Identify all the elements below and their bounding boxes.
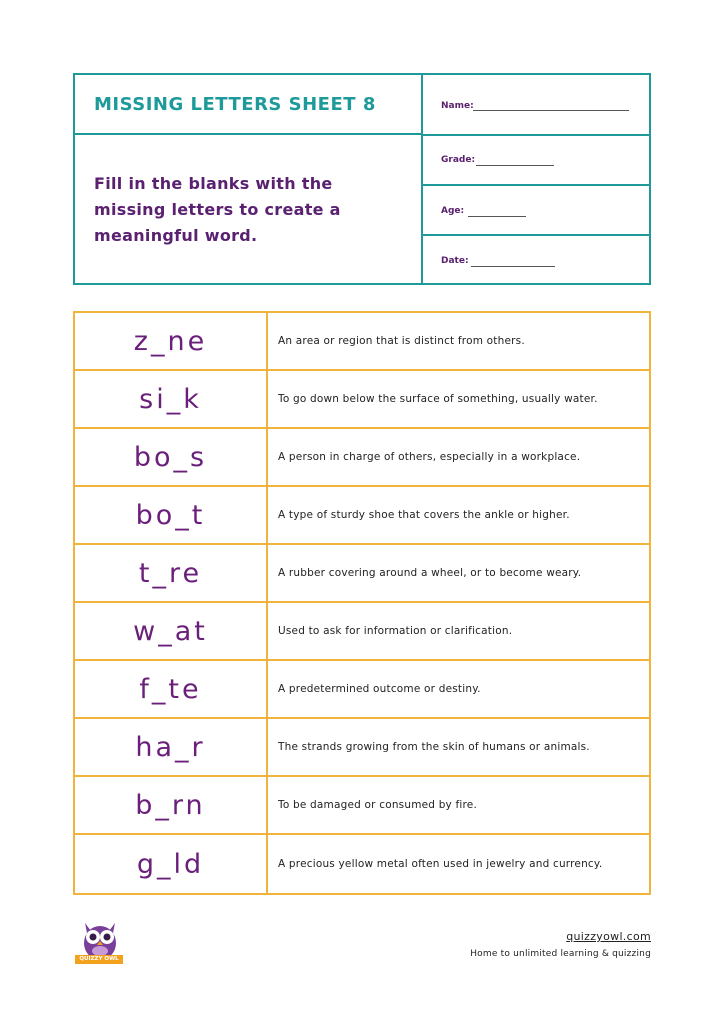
date-line[interactable] [471, 266, 555, 267]
grade-label: Grade: [441, 155, 476, 165]
word-clue: A predetermined outcome or destiny. [278, 683, 481, 695]
table-row [75, 777, 649, 835]
word-clue: To be damaged or consumed by fire. [278, 799, 478, 811]
title-cell [75, 75, 423, 135]
header-box [73, 73, 651, 285]
student-info-panel [423, 75, 649, 283]
word-clue: Used to ask for information or clarification. [278, 625, 513, 637]
word-clue: To go down below the surface of something, usually water. [278, 393, 598, 405]
date-label: Date: [441, 256, 469, 266]
name-field[interactable] [423, 75, 649, 136]
missing-word: ha_r [75, 719, 268, 775]
instructions-cell [75, 135, 423, 283]
site-link[interactable]: quizzyowl.com [566, 930, 651, 943]
logo-label: QUIZZY OWL [75, 955, 123, 964]
missing-word: g_ld [75, 835, 268, 893]
table-row [75, 545, 649, 603]
table-row [75, 313, 649, 371]
word-clue: A person in charge of others, especially in a workplace. [278, 451, 581, 463]
missing-word: t_re [75, 545, 268, 601]
site-tagline: Home to unlimited learning & quizzing [470, 949, 651, 959]
grade-field[interactable] [423, 136, 649, 186]
table-row [75, 429, 649, 487]
word-clue: A precious yellow metal often used in jewelry and currency. [278, 858, 603, 870]
missing-word: f_te [75, 661, 268, 717]
word-clue: A type of sturdy shoe that covers the ankle or higher. [278, 509, 570, 521]
table-row [75, 835, 649, 893]
missing-word: b_rn [75, 777, 268, 833]
word-clue: A rubber covering around a wheel, or to become weary. [278, 567, 582, 579]
table-row [75, 719, 649, 777]
missing-word: w_at [75, 603, 268, 659]
name-line[interactable] [473, 110, 629, 111]
age-field[interactable] [423, 186, 649, 236]
name-label: Name: [441, 101, 474, 111]
table-row [75, 661, 649, 719]
age-line[interactable] [468, 216, 526, 217]
instructions-text: Fill in the blanks with the missing letters to create a meaningful word. [94, 174, 341, 245]
age-label: Age: [441, 206, 465, 216]
missing-word: bo_t [75, 487, 268, 543]
missing-word: bo_s [75, 429, 268, 485]
table-row [75, 487, 649, 545]
missing-word: si_k [75, 371, 268, 427]
word-clue: The strands growing from the skin of humans or animals. [278, 741, 590, 753]
word-table [73, 311, 651, 895]
table-row [75, 371, 649, 429]
missing-word: z_ne [75, 313, 268, 369]
sheet-title: MISSING LETTERS SHEET 8 [94, 94, 376, 115]
word-clue: An area or region that is distinct from others. [278, 335, 525, 347]
table-row [75, 603, 649, 661]
date-field[interactable] [423, 236, 649, 283]
grade-line[interactable] [476, 165, 554, 166]
